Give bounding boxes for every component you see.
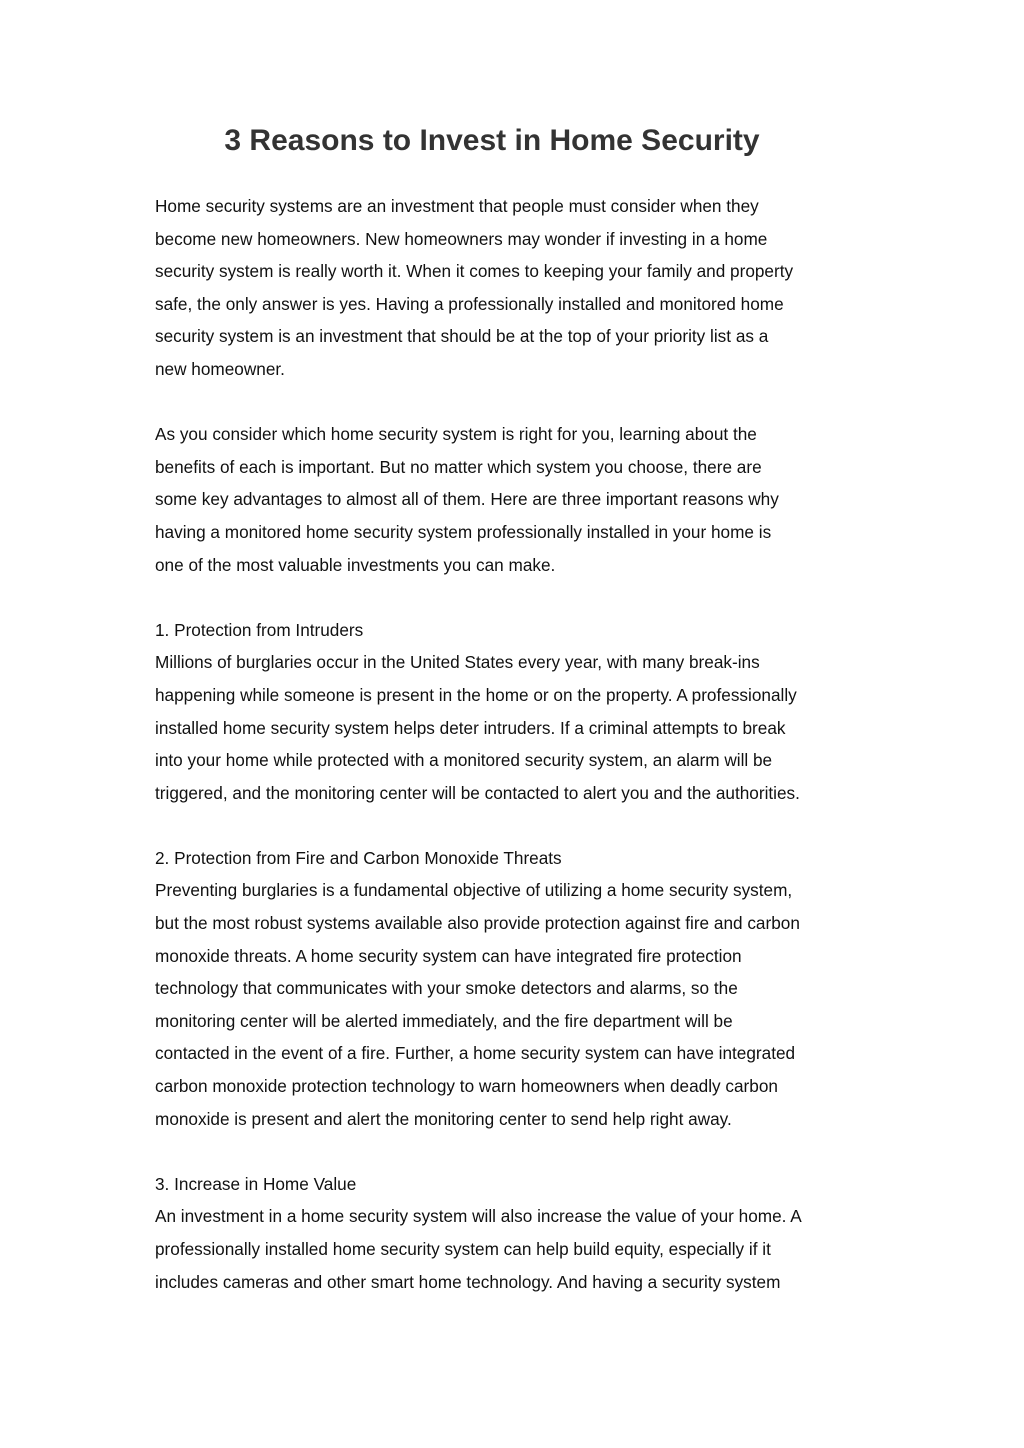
text-line: As you consider which home security system is right for you, learning about the — [155, 424, 757, 445]
section-heading: 3. Increase in Home Value — [155, 1173, 357, 1194]
document-title: 3 Reasons to Invest in Home Security — [224, 124, 760, 157]
text-line: Millions of burglaries occur in the United States every year, with many break-ins — [155, 652, 760, 673]
intro-paragraph — [155, 190, 885, 386]
text-line: security system is really worth it. When it comes to keeping your family and property — [155, 261, 794, 282]
document-body — [155, 190, 885, 1331]
text-line: having a monitored home security system professionally installed in your home is — [155, 521, 772, 542]
text-line: Preventing burglaries is a fundamental objective of utilizing a home security system, — [155, 880, 793, 901]
text-line: technology that communicates with your smoke detectors and alarms, so the — [155, 978, 738, 999]
text-line: triggered, and the monitoring center will be contacted to alert you and the authorities. — [155, 782, 800, 803]
text-line: carbon monoxide protection technology to warn homeowners when deadly carbon — [155, 1076, 778, 1097]
text-line: one of the most valuable investments you can make. — [155, 554, 556, 575]
section-heading: 2. Protection from Fire and Carbon Monoxide Threats — [155, 847, 562, 868]
text-line: some key advantages to almost all of them. Here are three important reasons why — [155, 489, 779, 510]
text-line: security system is an investment that should be at the top of your priority list as a — [155, 326, 769, 347]
section-fire-carbon-monoxide — [155, 842, 885, 1135]
text-line: monoxide threats. A home security system can have integrated fire protection — [155, 945, 742, 966]
overview-paragraph — [155, 418, 885, 581]
text-line: professionally installed home security system can help build equity, especially if it — [155, 1239, 771, 1259]
text-line: happening while someone is present in the home or on the property. A professionally — [155, 684, 797, 705]
text-line: installed home security system helps deter intruders. If a criminal attempts to break — [155, 717, 786, 738]
text-line: but the most robust systems available also provide protection against fire and carbon — [155, 913, 800, 934]
section-intruders — [155, 614, 885, 810]
text-line: become new homeowners. New homeowners may wonder if investing in a home — [155, 228, 768, 249]
text-line: benefits of each is important. But no matter which system you choose, there are — [155, 456, 762, 477]
section-heading: 1. Protection from Intruders — [155, 619, 364, 640]
text-line: Home security systems are an investment that people must consider when they — [155, 196, 759, 216]
text-line: new homeowner. — [155, 358, 285, 379]
text-line: contacted in the event of a fire. Further, a home security system can have integrated — [155, 1043, 796, 1064]
section-home-value — [155, 1168, 885, 1298]
text-line: An investment in a home security system will also increase the value of your home. A — [155, 1206, 802, 1227]
text-line: safe, the only answer is yes. Having a professionally installed and monitored home — [155, 293, 784, 314]
text-line: monitoring center will be alerted immediately, and the fire department will be — [155, 1010, 733, 1031]
text-line: into your home while protected with a monitored security system, an alarm will be — [155, 750, 773, 771]
text-line: includes cameras and other smart home technology. And having a security system — [155, 1271, 781, 1292]
text-line: monoxide is present and alert the monitoring center to send help right away. — [155, 1108, 732, 1129]
